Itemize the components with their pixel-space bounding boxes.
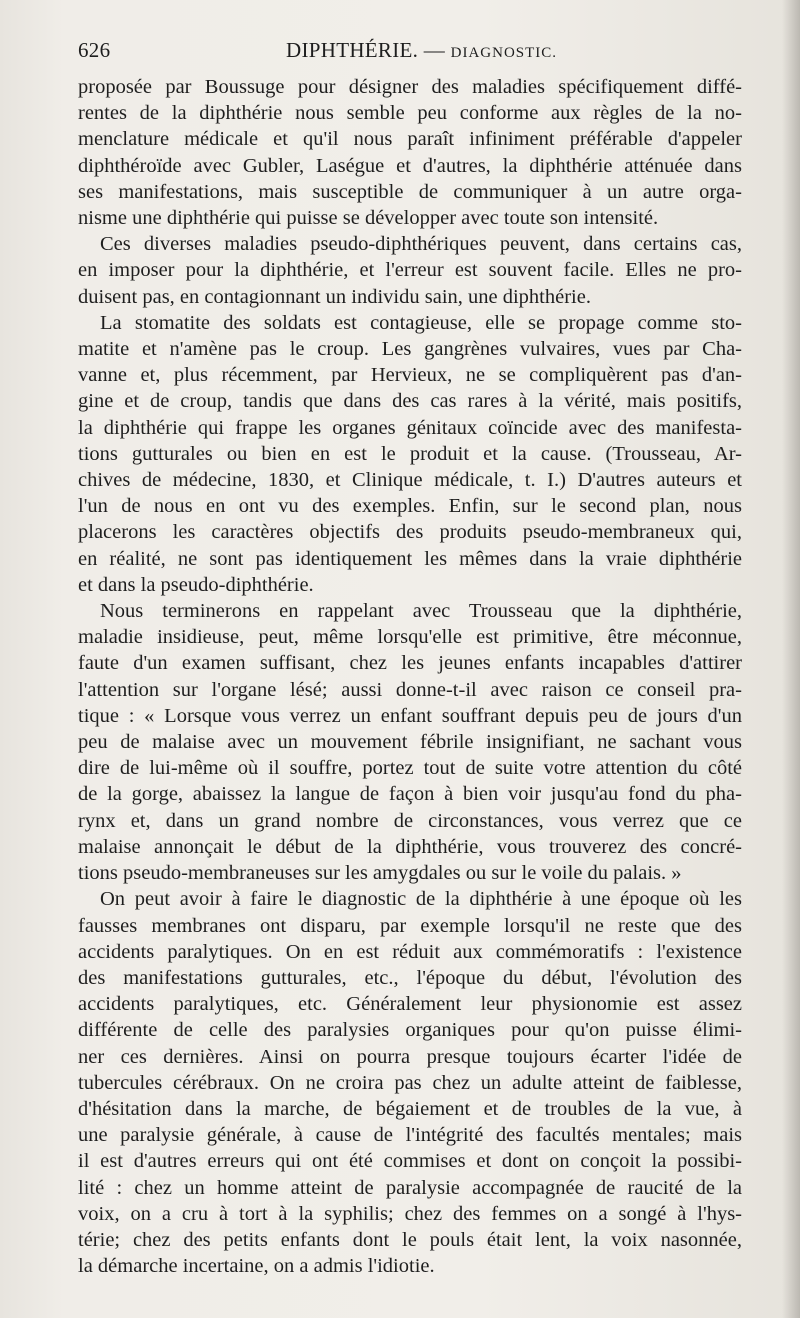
- paragraph: [78, 598, 742, 886]
- text-line: fausses membranes ont disparu, par exemple lorsqu'il ne reste que des: [78, 914, 742, 937]
- page-number: 626: [78, 38, 111, 62]
- running-title-main: DIPHTHÉRIE. —: [286, 38, 446, 62]
- paragraph: [78, 231, 742, 310]
- text-line: ner ces dernières. Ainsi on pourra presque toujours écarter l'idée de: [78, 1045, 742, 1068]
- body-text: [78, 74, 742, 1279]
- text-line: proposée par Boussuge pour désigner des maladies spécifiquement diffé-: [78, 76, 742, 98]
- text-line: des manifestations gutturales, etc., l'époque du début, l'évolution des: [78, 966, 742, 989]
- text-line: tubercules cérébraux. On ne croira pas chez un adulte atteint de faiblesse,: [78, 1071, 742, 1094]
- text-line: accidents paralytiques. On en est réduit aux commémoratifs : l'existence: [78, 940, 742, 963]
- text-line: rynx et, dans un grand nombre de circonstances, vous verrez que ce: [78, 809, 742, 832]
- text-line: tions pseudo-membraneuses sur les amygdales ou sur le voile du palais. »: [78, 862, 682, 885]
- text-line: vanne et, plus récemment, par Hervieux, ne se compliquèrent pas d'an-: [78, 364, 742, 387]
- text-line: et dans la pseudo-diphthérie.: [78, 573, 314, 596]
- text-line: malaise annonçait le début de la diphthérie, vous trouverez des concré-: [78, 835, 742, 858]
- text-line: une paralysie générale, à cause de l'intégrité des facultés mentales; mais: [78, 1124, 742, 1147]
- paragraph: [78, 886, 742, 1279]
- text-line: térie; chez des petits enfants dont le pouls était lent, la voix nasonnée,: [78, 1228, 742, 1251]
- text-line: Nous terminerons en rappelant avec Trousseau que la diphthérie,: [100, 600, 742, 623]
- text-line: la diphthérie qui frappe les organes génitaux coïncide avec des manifesta-: [78, 416, 742, 439]
- text-line: ses manifestations, mais susceptible de communiquer à un autre orga-: [78, 180, 742, 203]
- running-title: [286, 38, 557, 63]
- text-line: accidents paralytiques, etc. Généralement leur physionomie est assez: [78, 993, 742, 1016]
- text-line: diphthéroïde avec Gubler, Laségue et d'autres, la diphthérie atténuée dans: [78, 154, 742, 177]
- text-line: La stomatite des soldats est contagieuse, elle se propage comme sto-: [100, 311, 742, 334]
- text-line: différente de celle des paralysies organiques pour qu'on puisse élimi-: [78, 1019, 742, 1042]
- text-line: l'un de nous en ont vu des exemples. Enfin, sur le second plan, nous: [78, 495, 742, 518]
- running-header: [78, 38, 742, 68]
- text-line: peu de malaise avec un mouvement fébrile insignifiant, ne sachant vous: [78, 731, 742, 754]
- text-line: gine et de croup, tandis que dans des cas rares à la vérité, mais positifs,: [78, 390, 742, 413]
- text-line: lité : chez un homme atteint de paralysie accompagnée de raucité de la: [78, 1176, 742, 1199]
- paragraph: [78, 310, 742, 598]
- text-line: l'attention sur l'organe lésé; aussi donne-t-il avec raison ce conseil pra-: [78, 678, 742, 701]
- page-edge-shadow: [782, 0, 800, 1318]
- text-line: rentes de la diphthérie nous semble peu conforme aux règles de la no-: [78, 102, 742, 125]
- running-title-section: DIAGNOSTIC.: [450, 45, 558, 61]
- text-line: matite et n'amène pas le croup. Les gangrènes vulvaires, vues par Cha-: [78, 338, 742, 361]
- text-line: On peut avoir à faire le diagnostic de la diphthérie à une époque où les: [100, 888, 742, 911]
- text-line: en réalité, ne sont pas identiquement les mêmes dans la vraie diphthérie: [78, 547, 742, 570]
- text-line: duisent pas, en contagionnant un individu sain, une diphthérie.: [78, 285, 591, 308]
- text-line: la démarche incertaine, on a admis l'idiotie.: [78, 1255, 435, 1278]
- text-line: tique : « Lorsque vous verrez un enfant souffrant depuis peu de jours d'un: [78, 704, 742, 727]
- text-line: tions gutturales ou bien en est le produit et la cause. (Trousseau, Ar-: [78, 442, 742, 465]
- text-line: de la gorge, abaissez la langue de façon à bien voir jusqu'au fond du pha-: [78, 783, 742, 806]
- text-line: voix, on a cru à tort à la syphilis; chez des femmes on a songé à l'hys-: [78, 1202, 742, 1225]
- text-line: Ces diverses maladies pseudo-diphthériques peuvent, dans certains cas,: [100, 233, 742, 256]
- text-line: d'hésitation dans la marche, de bégaiement et de troubles de la vue, à: [78, 1097, 742, 1120]
- text-line: dire de lui-même où il souffre, portez tout de suite votre attention du côté: [78, 757, 742, 780]
- text-line: menclature médicale et qu'il nous paraît infiniment préférable d'appeler: [78, 128, 742, 151]
- text-line: maladie insidieuse, peut, même lorsqu'elle est primitive, être méconnue,: [78, 626, 742, 649]
- text-line: chives de médecine, 1830, et Clinique médicale, t. I.) D'autres auteurs et: [78, 469, 742, 492]
- paragraph: [78, 74, 742, 231]
- text-line: en imposer pour la diphthérie, et l'erreur est souvent facile. Elles ne pro-: [78, 259, 742, 282]
- text-line: il est d'autres erreurs qui ont été commises et dont on conçoit la possibi-: [78, 1150, 742, 1173]
- text-line: nisme une diphthérie qui puisse se développer avec toute son intensité.: [78, 207, 659, 230]
- text-line: placerons les caractères objectifs des produits pseudo-membraneux qui,: [78, 521, 742, 544]
- text-line: faute d'un examen suffisant, chez les jeunes enfants incapables d'attirer: [78, 652, 742, 675]
